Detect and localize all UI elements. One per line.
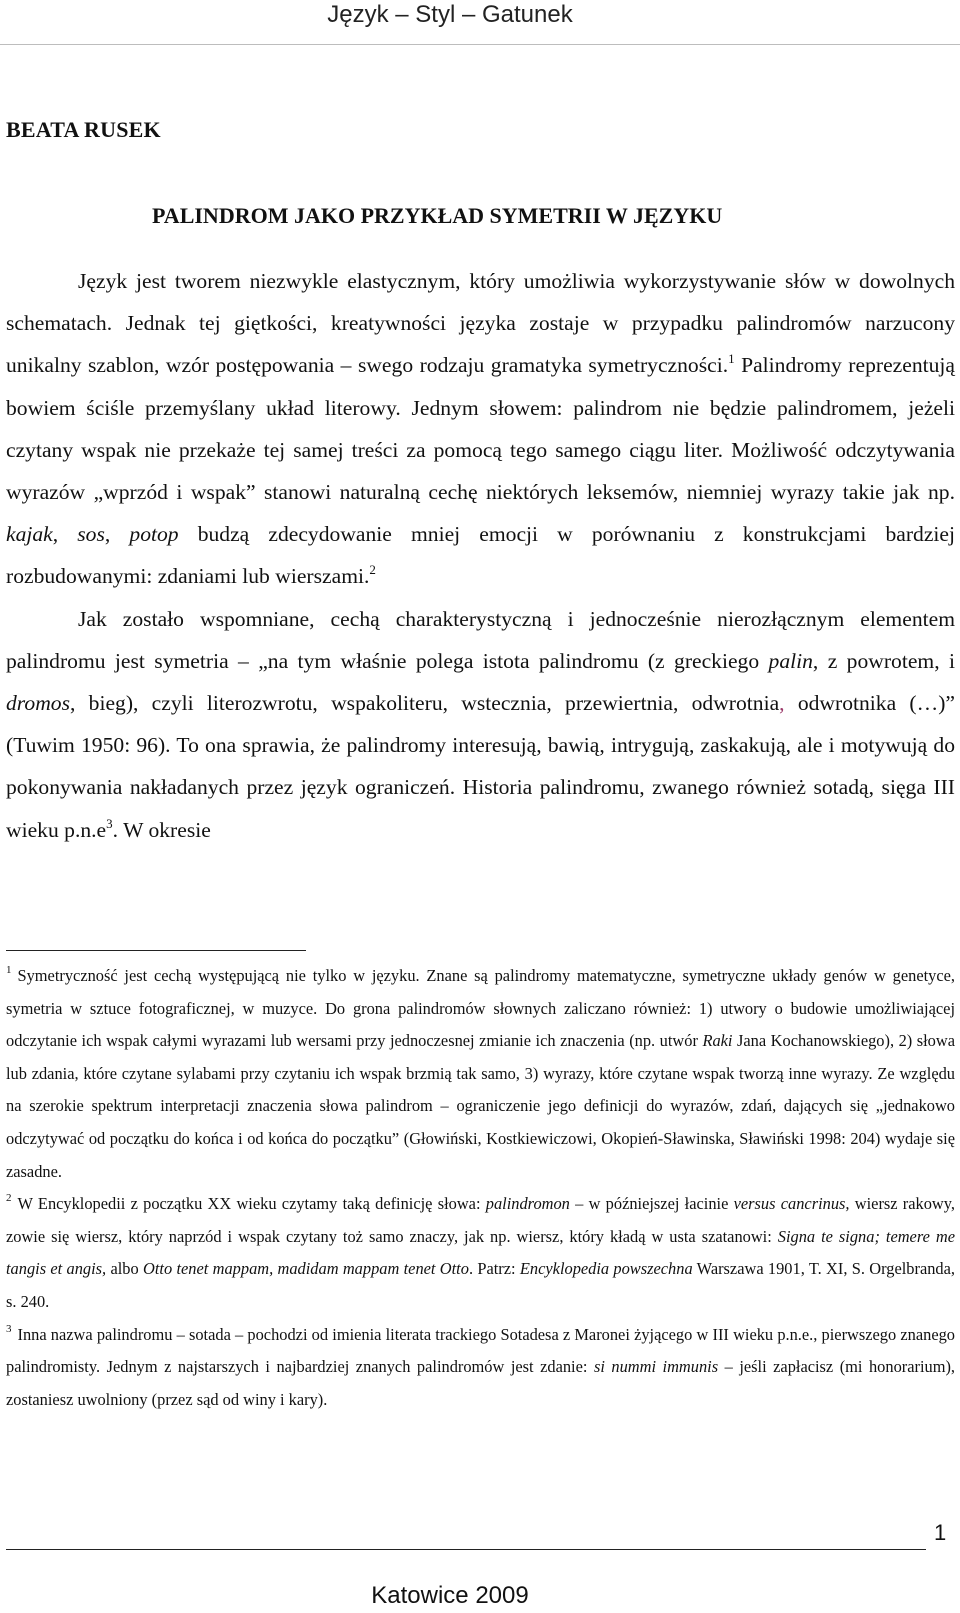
footnote-text: – jeśli zapłacisz (mi honorarium), zostaniesz uwolniony (przez sąd od winy i kary). bbox=[6, 1357, 956, 1409]
p1-text-2: Palindromy reprezentują bowiem ściśle przemyślany układ literowy. Jednym słowem: palindrom nie będzie palindromem, jeżeli czytany wspak nie przekaże tej samej treści za pomocą tego samego ciągu liter. Możliwość odczytywania wyrazów „wprzód i wspak” stanowi naturalną cechę niektórych leksemów, niemniej wyrazy takie jak np. bbox=[6, 353, 955, 505]
author-name: BEATA RUSEK bbox=[6, 117, 161, 142]
footnote-number: 3 bbox=[6, 1322, 12, 1335]
running-header: Język – Styl – Gatunek bbox=[327, 1, 573, 28]
footnote-italic: Raki bbox=[702, 1031, 733, 1051]
p1-sep-2: , bbox=[104, 522, 130, 547]
example-word-3: potop bbox=[129, 522, 179, 547]
footnote-italic: Signa te signa; temere me tangis et angis, bbox=[6, 1226, 955, 1279]
example-word-1: kajak bbox=[6, 522, 53, 547]
article-body bbox=[6, 260, 955, 851]
footnote-italic: Encyklopedia powszechna bbox=[519, 1259, 693, 1279]
footnote-3 bbox=[6, 1319, 955, 1417]
footnote-ref-1: 1 bbox=[728, 351, 735, 367]
page-number: 1 bbox=[934, 1520, 947, 1545]
paragraph-1 bbox=[6, 260, 955, 598]
footnote-ref-3: 3 bbox=[106, 815, 113, 831]
p2-text-4: odwrotnika (…)” (Tuwim 1950: 96). To ona sprawia, że palindromy interesują, bawią, intrygują, zaskakują, ale i motywują do pokonywania nakładanych przez język ograniczeń. Historia palindromu, zwanego również sotadą, sięga III wieku p.n.e bbox=[6, 691, 955, 842]
footnote-italic: versus cancrinus, bbox=[733, 1194, 850, 1214]
paragraph-2 bbox=[6, 598, 955, 851]
footnote-divider bbox=[6, 950, 306, 951]
footnote-text: Warszawa 1901, T. XI, S. Orgelbranda, s. 240. bbox=[6, 1259, 955, 1311]
p1-text-1: Język jest tworem niezwykle elastycznym, który umożliwia wykorzystywanie słów w dowolnych schematach. Jednak tej giętkości, kreatywności języka zostaje w przypadku palindromów narzucony unikalny szablon, wzór postępowania – swego rodzaju gramatyka symetryczności. bbox=[6, 269, 955, 378]
p2-text-1: Jak zostało wspomniane, cechą charakterystyczną i jednocześnie nierozłącznym elementem palindromu jest symetria – „na tym właśnie polega istota palindromu (z greckiego bbox=[6, 606, 955, 673]
footnote-text: albo bbox=[106, 1259, 144, 1279]
footnote-italic: si nummi immunis bbox=[593, 1357, 719, 1377]
footnote-italic: Otto tenet mappam, madidam mappam tenet Otto bbox=[143, 1259, 469, 1279]
footnote-ref-2: 2 bbox=[369, 562, 376, 578]
footnote-text: . Patrz: bbox=[468, 1259, 520, 1279]
p2-text-3: , bieg), czyli literozwrotu, wspakoliteru, wstecznia, przewiertnia, odwrotnia bbox=[70, 691, 780, 716]
footnotes bbox=[6, 960, 955, 1416]
footnote-text: Jana Kochanowskiego), 2) słowa lub zdania, które czytane sylabami przy czytaniu ich wspak brzmią tak samo, 3) wyrazy, które czytane wspak tworzą inne wyrazy. Ze względu na szerokie spektrum interpretacji znaczenia słowa palindrom – ograniczenie jego definicji do wyrazów, zdań, dających się „jednakowo odczytywać od początku do końca i od końca do początku” (Głowiński, Kostkiewiczowi, Okopień-Sławinska, Sławiński 1998: 204) wydaje się zasadne. bbox=[6, 1031, 955, 1181]
greek-word-dromos: dromos bbox=[6, 691, 70, 716]
p2-text-2: , z powrotem, i bbox=[812, 648, 955, 673]
p2-text-5: . W okresie bbox=[112, 817, 211, 842]
greek-word-palin: palin bbox=[768, 648, 813, 673]
footnote-1 bbox=[6, 960, 955, 1188]
running-footer: Katowice 2009 bbox=[371, 1582, 529, 1609]
article-title: PALINDROM JAKO PRZYKŁAD SYMETRII W JĘZYKU bbox=[152, 203, 723, 228]
footnote-text: W Encyklopedii z początku XX wieku czytamy taką definicję słowa: bbox=[17, 1194, 486, 1214]
footnote-text: – w późniejszej łacinie bbox=[569, 1194, 734, 1214]
header-divider bbox=[0, 44, 960, 45]
footnote-italic: palindromon bbox=[485, 1194, 570, 1214]
footer-divider bbox=[6, 1549, 926, 1550]
footnote-text: Inna nazwa palindromu – sotada – pochodzi od imienia literata trackiego Sotadesa z Maronei żyjącego w III wieku p.n.e., pierwszego znanego palindromisty. Jednym z najstarszych i najbardziej znanych palindromów jest zdanie: bbox=[6, 1324, 955, 1377]
p2-comma: , bbox=[779, 691, 785, 716]
footnote-number: 2 bbox=[6, 1192, 12, 1205]
footnote-text: wiersz rakowy, zowie się wiersz, który naprzód i wspak czytany toż samo znaczy, jak np. wiersz, który kładą w usta szatanowi: bbox=[6, 1194, 955, 1246]
p1-text-3: budzą zdecydowanie mniej emocji w porównaniu z konstrukcjami bardziej rozbudowanymi: zdaniami lub wierszami. bbox=[6, 522, 956, 589]
footnote-2 bbox=[6, 1188, 955, 1318]
example-word-2: sos bbox=[77, 522, 105, 547]
footnote-text: Symetryczność jest cechą występującą nie tylko w języku. Znane są palindromy matematyczne, symetryczne układy genów w genetyce, symetria w sztuce fotograficznej, w muzyce. Do grona palindromów słownych zaliczano również: 1) utwory o budowie umożliwiającej odczytanie ich wspak całymi wyrazami lub wersami przy jednoczesnej zmianie ich znaczenia (np. utwór bbox=[6, 966, 955, 1051]
p1-sep-1: , bbox=[52, 522, 78, 547]
footnote-number: 1 bbox=[6, 964, 12, 976]
